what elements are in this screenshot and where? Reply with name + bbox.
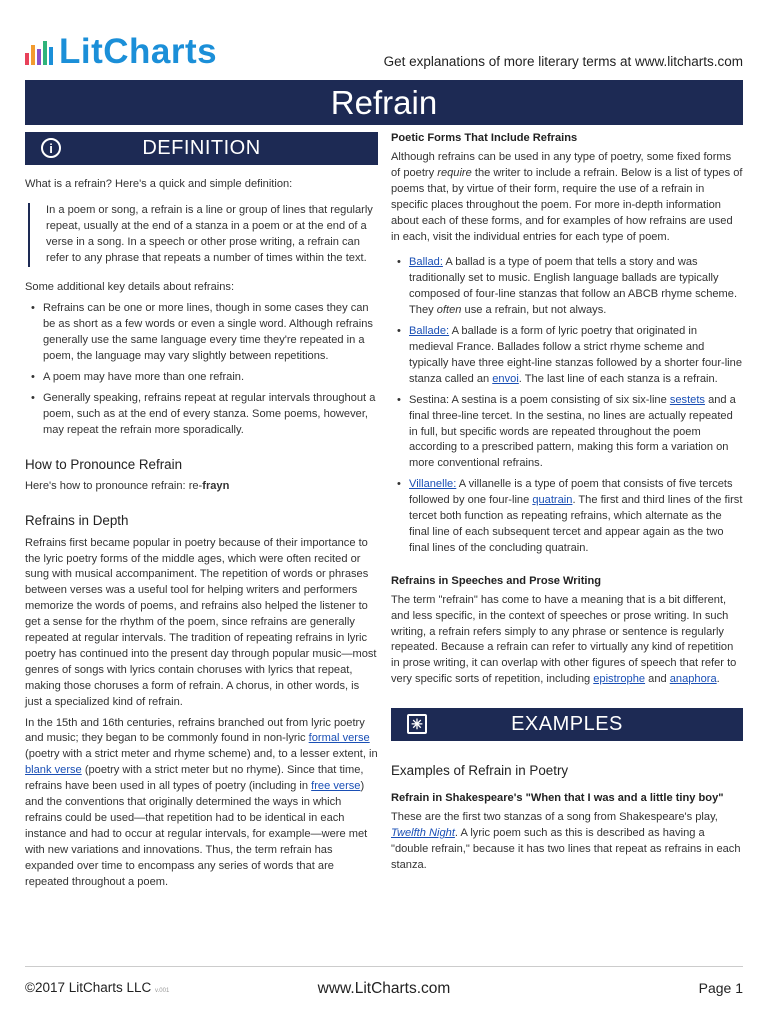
- examples-section-bar: [391, 708, 743, 741]
- text-span: The term "refrain" has come to have a meaning that is a bit different, and less specific, in the context of speeches or prose writing. In such writing, a refrain refers simply to any phrase or sentence is regularly repeated. Because a refrain can refer to virtually any kind of repetition in prose writing, it can overlap with other figures of speech that refer to very specific sorts of repetition, including: [391, 593, 737, 686]
- footer-site-link[interactable]: www.LitCharts.com: [317, 980, 451, 997]
- envoi-link[interactable]: envoi: [492, 372, 519, 385]
- text-span: and: [645, 673, 670, 686]
- pronounce-prefix: Here's how to pronounce refrain:: [25, 479, 189, 492]
- twelfth-night-link[interactable]: Twelfth Night: [391, 827, 455, 840]
- text-span: These are the first two stanzas of a song from Shakespeare's play,: [391, 811, 718, 824]
- examples-subheading: Refrain in Shakespeare's "When that I was and a little tiny boy": [391, 792, 724, 805]
- speeches-text: [391, 593, 743, 688]
- pronounce-syllable-2: frayn: [202, 479, 230, 492]
- forms-intro: [391, 150, 743, 245]
- list-item: • Generally speaking, refrains repeat at regular intervals throughout a poem, such as at the end of every stanza. Some poems, however, may repeat the refrain more sporadically.: [25, 391, 378, 439]
- footer-divider: [25, 966, 743, 967]
- examples-heading: Examples of Refrain in Poetry: [391, 763, 569, 779]
- footer-page-number: Page 1: [698, 980, 743, 996]
- text-span: A ballad is a type of poem that tells a story and was traditionally set to music. English language ballads are typically composed of four-line stanzas that follow an ABCB rhyme scheme. They: [409, 256, 738, 317]
- list-item: • Refrains can be one or more lines, though in some cases they can be as short as a few words or even a single word. Although refrains generally use the same language every time they're repeated in a poem, the language may vary slightly between repetitions.: [25, 301, 378, 365]
- page-title-bar: [25, 80, 743, 125]
- sestets-link[interactable]: sestets: [669, 393, 705, 406]
- text-span: use a refrain, but not always.: [461, 304, 607, 317]
- text-span: and a final three-line tercet. In the sestina, no lines are actually repeated in full, but specific words are repeated throughout the poem according to a prescribed pattern, making this form a variation on more conventional refrains.: [409, 393, 736, 470]
- text-span: (poetry with a strict meter but no rhyme). Since that time, refrains have been used in all types of poetry (including in: [25, 764, 364, 793]
- details-intro: Some additional key details about refrains:: [25, 280, 235, 293]
- depth-heading: Refrains in Depth: [25, 512, 129, 528]
- emphasis: require: [437, 166, 472, 179]
- ballade-link[interactable]: Ballade:: [409, 325, 450, 338]
- anaphora-link[interactable]: anaphora: [669, 673, 717, 686]
- logo-text: LitCharts: [59, 32, 218, 71]
- list-item-sestina: [391, 393, 743, 473]
- details-list: [25, 301, 378, 438]
- definition-quote-text: In a poem or song, a refrain is a line or group of lines that regularly repeat, usually at the end of a stanza in a poem or at the end of a verse in a song. In a speech or other prose writing, a refrain can refer to any phrase that repeats a number of times within the text.: [46, 203, 373, 264]
- text-span: . A lyric poem such as this is described as having a "double refrain," because it has two lines that repeat as refrains in each stanza.: [391, 827, 741, 871]
- pronounce-text: [25, 479, 378, 495]
- free-verse-link[interactable]: free verse: [311, 780, 361, 793]
- list-item-villanelle: [391, 477, 743, 557]
- depth-paragraph-1: Refrains first became popular in poetry because of their importance to the lyric poetry forms of the middle ages, which were often recited or sung with musical accompaniment. The repetition of words or phrases between verses was a useful tool for helping writers and performers memorize the words of poems, and refrains also helped the listener to get a sense for the rhythm of the poem, since refrains are generally repeated at regular intervals. The tradition of repeating refrains in lyric poetry has continued into the present day through popular music—most genres of songs with lyrics contain choruses with lyrics that repeat, making those choruses a form of refrain. A chorus, in other words, is just a specialized kind of refrain.: [25, 536, 377, 708]
- header-tagline: Get explanations of more literary terms at www.litcharts.com: [383, 54, 743, 69]
- version-text: v.001: [155, 988, 170, 994]
- formal-verse-link[interactable]: formal verse: [308, 732, 370, 745]
- litcharts-logo[interactable]: [25, 32, 217, 72]
- copyright-text: ©2017 LitCharts LLC: [25, 980, 152, 995]
- ballad-link[interactable]: Ballad:: [409, 256, 443, 269]
- text-span: Although refrains can be used in any type of poetry, some fixed forms of poetry: [391, 151, 732, 179]
- asterisk-icon: ✳: [407, 714, 427, 734]
- speeches-heading: Refrains in Speeches and Prose Writing: [391, 574, 602, 587]
- text-span: Sestina: A sestina is a poem consisting of six six-line: [409, 393, 670, 406]
- text-span: (poetry with a strict meter and rhyme scheme) and, to a lesser extent, in: [25, 748, 378, 761]
- pronounce-heading: How to Pronounce Refrain: [25, 456, 183, 472]
- page-title: Refrain: [330, 83, 438, 121]
- text-span: . The last line of each stanza is a refrain.: [518, 372, 718, 385]
- text-span: In the 15th and 16th centuries, refrains branched out from lyric poetry and music; they began to be commonly found in non-lyric: [25, 716, 365, 745]
- definition-section-label: DEFINITION: [142, 137, 261, 159]
- info-icon: i: [41, 138, 61, 158]
- list-item-ballad: [391, 255, 743, 319]
- text-span: A ballade is a form of lyric poetry that originated in medieval France. Ballades follow a strict rhyme scheme and typically have three eight-line stanzas followed by a shorter four-line stanza called an: [409, 325, 742, 385]
- blank-verse-link[interactable]: blank verse: [25, 764, 82, 777]
- forms-heading: Poetic Forms That Include Refrains: [391, 132, 578, 144]
- quatrain-link[interactable]: quatrain: [532, 494, 573, 507]
- definition-section-bar: [25, 132, 378, 165]
- depth-paragraph-2: [25, 716, 378, 891]
- text-span: .: [716, 673, 720, 686]
- list-item-ballade: [391, 324, 743, 388]
- list-item: • A poem may have more than one refrain.: [25, 370, 378, 386]
- text-span: the writer to include a refrain. Below is a list of types of poems that, by virtue of their form, require the use of a refrain in specific places throughout the poem. For more in-depth information about each of these forms, and for examples of how refrains are used in each, visit the individual entries for each type of poem.: [391, 166, 743, 243]
- text-span: ) and the conventions that originally determined the ways in which refrains could be used—that repetition had to be identical in each instance and had to occur at regular intervals, for example—were met with new variations and innovations. Thus, the term refrain has expanded over time to encompass any series of words that are repeated throughout a poem.: [25, 780, 368, 888]
- pronounce-syllable-1: re-: [188, 479, 203, 492]
- definition-intro: What is a refrain? Here's a quick and simple definition:: [25, 178, 293, 190]
- villanelle-link[interactable]: Villanelle:: [409, 478, 457, 491]
- definition-quote: [28, 203, 378, 267]
- footer-site: [0, 980, 768, 998]
- text-span: . The first and third lines of the first tercet both function as repeating refrains, which alternate as the final line of each subsequent tercet and appear again as the two final lines of the concluding quatrain.: [409, 494, 743, 554]
- text-span: A villanelle is a type of poem that consists of five tercets followed by one four-line: [409, 478, 733, 507]
- logo-bars-icon: [25, 39, 53, 65]
- examples-text: [391, 810, 743, 874]
- forms-list: [391, 255, 743, 556]
- left-column: [25, 132, 378, 891]
- examples-section-label: EXAMPLES: [511, 713, 623, 736]
- right-column: [391, 132, 743, 874]
- emphasis: often: [436, 304, 462, 317]
- epistrophe-link[interactable]: epistrophe: [593, 673, 646, 686]
